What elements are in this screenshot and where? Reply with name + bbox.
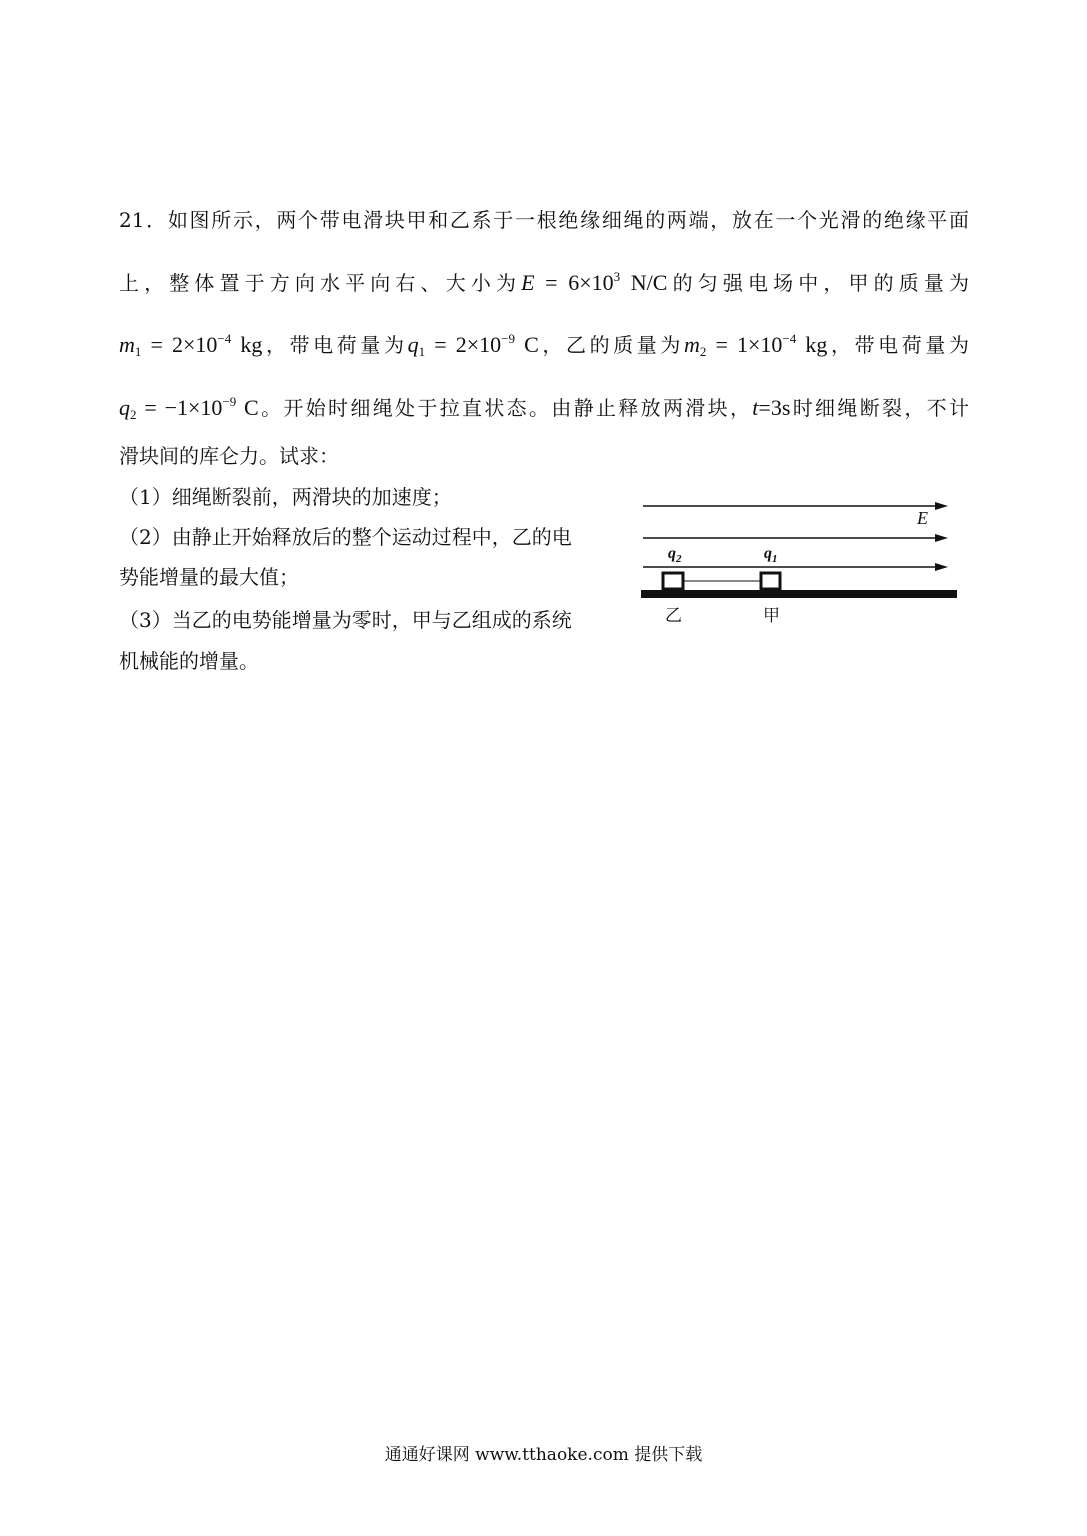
question-part-2b: 势能增量的最大值； [119,565,299,589]
problem-line-3: $m_1 = 2\times 10^{-4}$ kg，带电荷量为$q_1 = 2\times 10^{-9}$ C，乙的质量为$m_2 = 1\times 10^{-4}$ kg，带电荷量为 [119,331,969,359]
field-strength-formula: $E = 6\times 10^3$ N/C [521,269,668,295]
field-label-E: E [917,508,928,528]
field-line-3 [643,563,948,571]
charge1-formula: $q_1 = 2\times 10^{-9}$ C [407,331,539,359]
problem-line-2: 上，整体置于方向水平向右、大小为$E = 6\times 10^3$ N/C的匀强电场中，甲的质量为 [119,269,969,295]
field-line-1 [643,502,948,510]
problem-line-1: 21．如图所示，两个带电滑块甲和乙系于一根绝缘细绳的两端，放在一个光滑的绝缘平面 [119,208,969,232]
mass1-formula: $m_1 = 2\times 10^{-4}$ kg [119,331,263,359]
field-line-2 [643,534,948,542]
question-part-3a: （3）当乙的电势能增量为零时，甲与乙组成的系统 [119,608,572,632]
question-part-1: （1）细绳断裂前，两滑块的加速度； [119,485,452,509]
q2-label: $q_2$ [668,545,682,565]
problem-line-5: 滑块间的库仑力。试求： [119,444,339,468]
page-footer: 通通好课网 www.tthaoke.com 提供下载 [384,1445,703,1465]
question-part-3b: 机械能的增量。 [119,649,259,673]
problem-line-4: $q_2 = -1\times 10^{-9}$ C。开始时细绳处于拉直状态。由静止释放两滑块，t=3s时细绳断裂，不计 [119,394,970,422]
question-part-2a: （2）由静止开始释放后的整个运动过程中，乙的电 [119,525,572,549]
charge2-formula: $q_2 = -1\times 10^{-9}$ C [119,394,259,422]
block-jia-label: 甲 [763,606,780,626]
electric-field-diagram [635,495,965,635]
q1-label: $q_1$ [764,545,778,565]
mass2-formula: $m_2 = 1\times 10^{-4}$ kg [684,331,828,359]
block-jia [761,573,780,589]
block-yi [663,573,683,589]
ground-surface [641,590,957,598]
time-formula: t=3s [752,395,791,420]
block-yi-label: 乙 [665,606,682,626]
